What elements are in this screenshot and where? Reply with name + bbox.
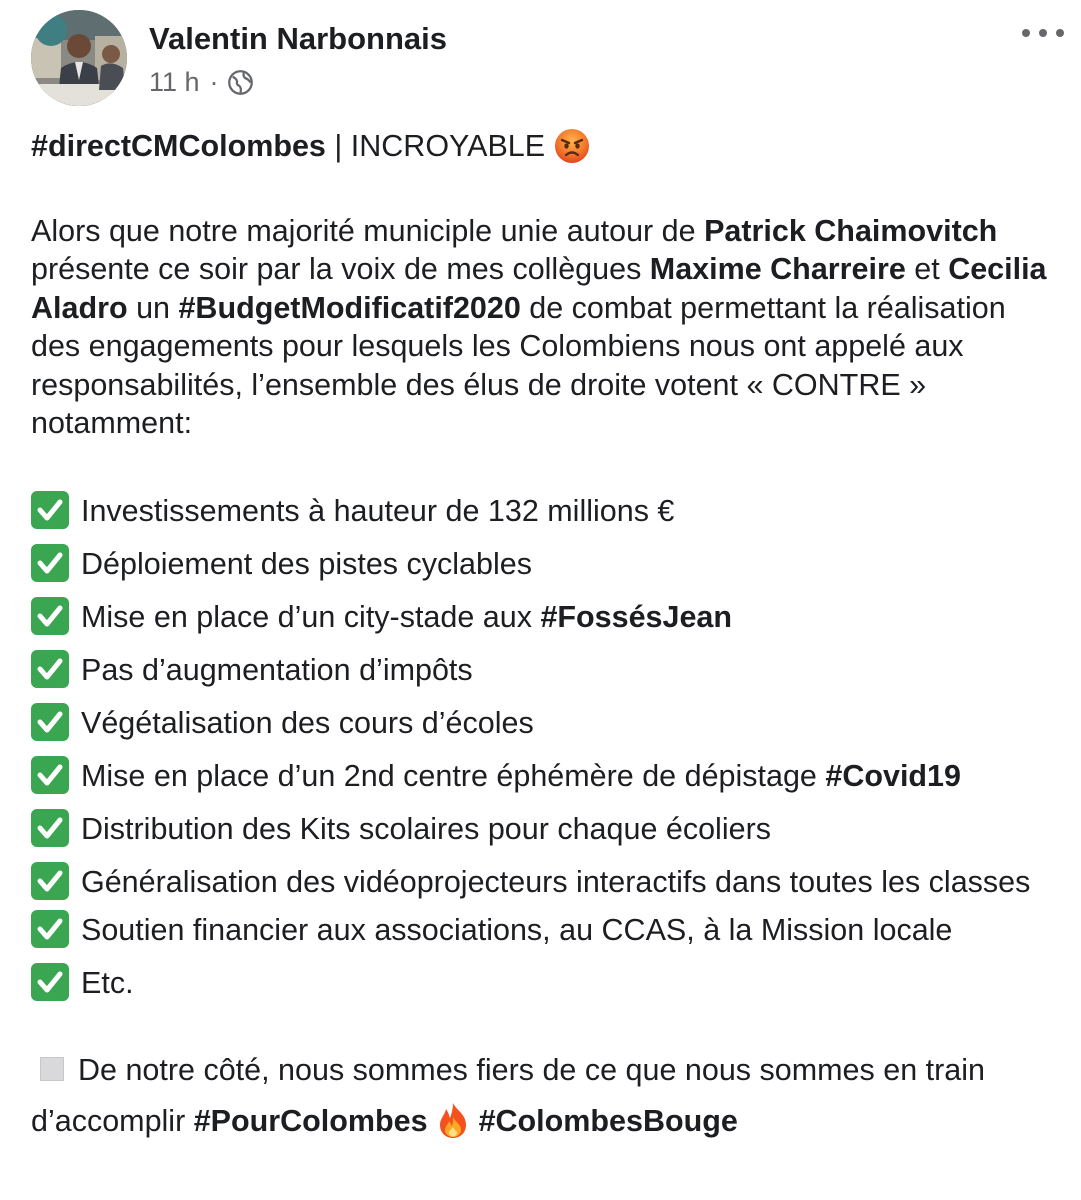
angry-face-icon xyxy=(554,128,590,174)
list-item xyxy=(31,862,1051,902)
list-item xyxy=(31,756,1051,796)
check-mark-icon xyxy=(31,756,69,794)
post-meta xyxy=(149,67,254,98)
author-avatar[interactable] xyxy=(31,10,127,106)
intro-text: Alors que notre majorité municiple unie autour de xyxy=(31,213,705,248)
achievement-checklist xyxy=(31,491,1051,1003)
mention-maxime-charreire[interactable]: Maxime Charreire xyxy=(649,252,906,286)
meta-separator: · xyxy=(209,67,219,97)
globe-icon[interactable] xyxy=(227,69,254,96)
list-item-text: Distribution des Kits scolaires pour chaque écoliers xyxy=(81,811,771,846)
author-name[interactable]: Valentin Narbonnais xyxy=(149,21,448,56)
list-item xyxy=(31,597,1051,637)
hashtag-directcmcolombes[interactable]: #directCMColombes xyxy=(31,129,326,163)
white-square-icon xyxy=(40,1057,64,1081)
intro-text: présente ce soir par la voix de mes collègues xyxy=(31,252,650,286)
fire-icon xyxy=(436,1101,470,1155)
check-mark-icon xyxy=(31,650,69,688)
list-item xyxy=(31,650,1051,690)
list-item-text: Mise en place d’un city-stade aux xyxy=(81,599,541,634)
mention-patrick-chaimovitch[interactable]: Patrick Chaimovitch xyxy=(704,213,998,248)
post-headline xyxy=(31,127,1051,174)
check-mark-icon xyxy=(31,862,69,900)
more-horizontal-icon xyxy=(1022,29,1030,37)
hashtag-covid19[interactable]: #Covid19 xyxy=(825,758,961,793)
hashtag-budgetmodificatif2020[interactable]: #BudgetModificatif2020 xyxy=(178,290,521,325)
list-item xyxy=(31,809,1051,849)
list-item-text: Déploiement des pistes cyclables xyxy=(81,546,532,581)
hashtag-fossesjean[interactable]: #FossésJean xyxy=(540,599,733,634)
post-body xyxy=(31,127,1051,1155)
list-item-text: Soutien financier aux associations, au CCAS, à la Mission locale xyxy=(81,913,953,947)
check-mark-icon xyxy=(31,597,69,635)
intro-text: de combat permettant la réalisation des engagements pour lesquels les Colombiens nous ont appelé aux responsabilités, l’ensemble des élus de droite votent « CONTRE » notamment: xyxy=(31,290,1006,440)
list-item-text: Mise en place d’un 2nd centre éphémère de dépistage xyxy=(81,758,826,793)
list-item-text: Végétalisation des cours d’écoles xyxy=(81,705,534,740)
check-mark-icon xyxy=(31,963,69,1001)
check-mark-icon xyxy=(31,703,69,741)
list-item-text: Investissements à hauteur de 132 millions € xyxy=(81,493,675,528)
headline-text: | INCROYABLE xyxy=(325,129,554,163)
list-item-text: Pas d’augmentation d’impôts xyxy=(81,652,473,687)
list-item xyxy=(31,703,1051,743)
intro-text: et xyxy=(905,252,949,286)
list-item xyxy=(31,910,1051,950)
hashtag-colombesbouge[interactable]: #ColombesBouge xyxy=(478,1103,738,1138)
list-item xyxy=(31,963,1051,1003)
hashtag-pourcolombes[interactable]: #PourColombes xyxy=(193,1103,428,1138)
check-mark-icon xyxy=(31,491,69,529)
list-item xyxy=(31,491,1051,531)
intro-text: un xyxy=(127,290,179,325)
check-mark-icon xyxy=(31,910,69,948)
post-timestamp[interactable]: 11 h xyxy=(149,67,200,97)
check-mark-icon xyxy=(31,809,69,847)
more-options-button[interactable] xyxy=(1022,18,1064,48)
closing-text: De notre côté, nous sommes fiers de ce que nous sommes en train d’accomplir xyxy=(31,1052,985,1138)
post-intro xyxy=(31,212,1051,443)
list-item-text: Etc. xyxy=(81,966,134,1000)
list-item xyxy=(31,544,1051,584)
list-item-text: Généralisation des vidéoprojecteurs interactifs dans toutes les classes xyxy=(81,864,1031,899)
mention-cecilia-aladro[interactable]: Cecilia Aladro xyxy=(31,252,1047,325)
post-closing xyxy=(31,1045,1051,1155)
check-mark-icon xyxy=(31,544,69,582)
